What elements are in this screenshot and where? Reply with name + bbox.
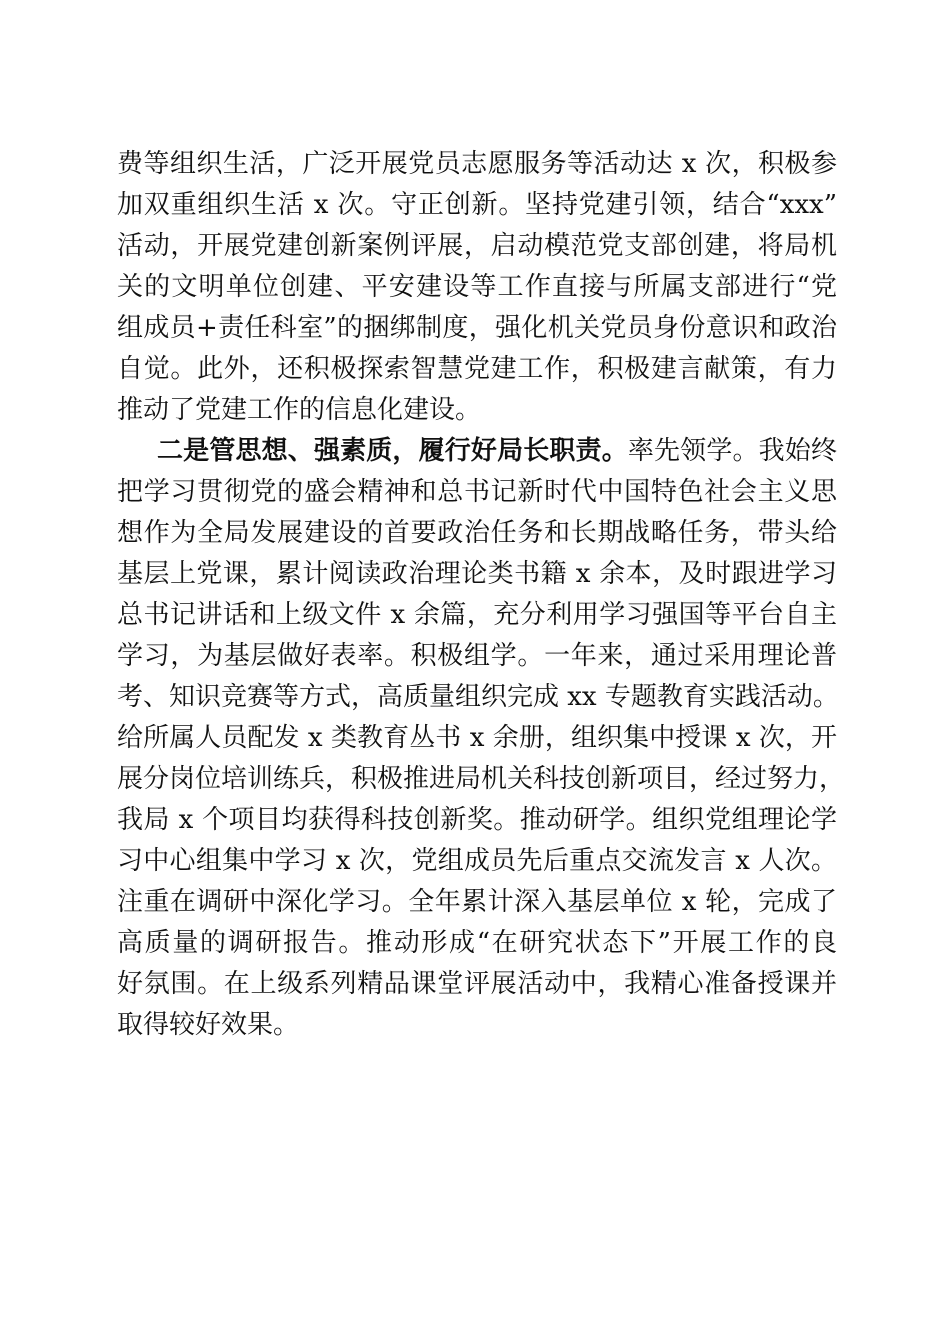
paragraph-first-line (117, 431, 837, 472)
paragraph-line: 习中心组集中学习 x 次，党组成员先后重点交流发言 x 人次。 (117, 846, 837, 876)
paragraph-line: 组成员+责任科室”的捆绑制度，强化机关党员身份意识和政治 (117, 313, 837, 343)
section-heading: 二是管思想、强素质，履行好局长职责。 (157, 436, 628, 466)
paragraph-line: 加双重组织生活 x 次。守正创新。坚持党建引领，结合“xxx” (117, 190, 837, 220)
paragraph-line: 基层上党课，累计阅读政治理论类书籍 x 余本，及时跟进学习 (117, 559, 837, 589)
paragraph-line: 考、知识竞赛等方式，高质量组织完成 xx 专题教育实践活动。 (117, 682, 839, 712)
paragraph-line: 想作为全局发展建设的首要政治任务和长期战略任务，带头给 (117, 518, 837, 548)
paragraph-line: 高质量的调研报告。推动形成“在研究状态下”开展工作的良 (117, 928, 837, 958)
paragraph-line: 展分岗位培训练兵，积极推进局机关科技创新项目，经过努力， (117, 764, 846, 794)
paragraph-party-building (117, 144, 837, 431)
paragraph-line: 总书记讲话和上级文件 x 余篇，充分利用学习强国等平台自主 (117, 600, 837, 630)
paragraph-study-leadership (117, 431, 846, 1046)
paragraph-line: 给所属人员配发 x 类教育丛书 x 余册，组织集中授课 x 次，开 (117, 723, 837, 753)
paragraph-line-rest: 率先领学。我始终 (627, 436, 837, 466)
paragraph-line: 我局 x 个项目均获得科技创新奖。推动研学。组织党组理论学 (117, 805, 837, 835)
paragraph-line: 费等组织生活，广泛开展党员志愿服务等活动达 x 次，积极参 (117, 149, 837, 179)
paragraph-line: 注重在调研中深化学习。全年累计深入基层单位 x 轮，完成了 (117, 887, 837, 917)
paragraph-line: 推动了党建工作的信息化建设。 (117, 395, 482, 425)
paragraph-line: 取得较好效果。 (117, 1010, 300, 1040)
paragraph-line: 关的文明单位创建、平安建设等工作直接与所属支部进行“党 (117, 272, 837, 302)
paragraph-line: 自觉。此外，还积极探索智慧党建工作，积极建言献策，有力 (117, 354, 837, 384)
paragraph-line: 学习，为基层做好表率。积极组学。一年来，通过采用理论普 (117, 641, 837, 671)
paragraph-line: 好氛围。在上级系列精品课堂评展活动中，我精心准备授课并 (117, 969, 837, 999)
paragraph-line: 把学习贯彻党的盛会精神和总书记新时代中国特色社会主义思 (117, 477, 837, 507)
paragraph-line: 活动，开展党建创新案例评展，启动模范党支部创建，将局机 (117, 231, 837, 261)
